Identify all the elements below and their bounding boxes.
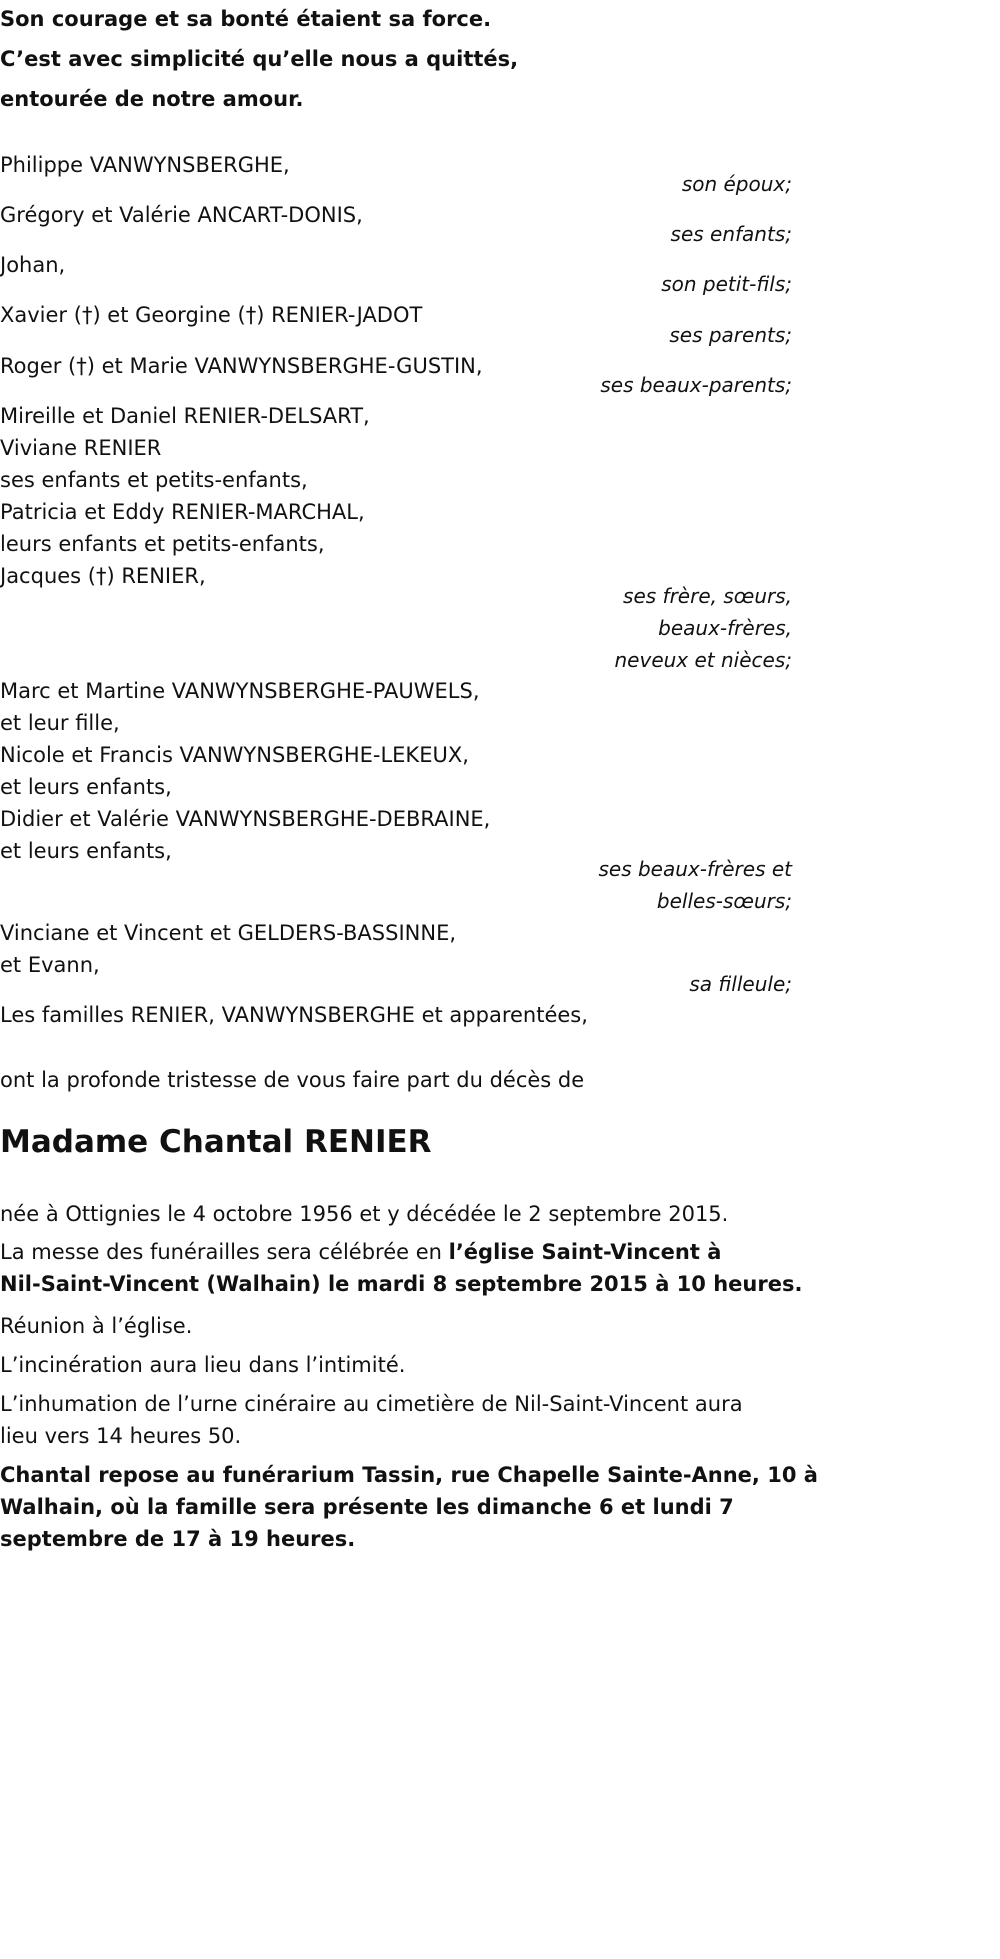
family-relation: belles-sœurs; [656, 889, 792, 913]
intro-line-3: entourée de notre amour. [0, 87, 304, 111]
cremation-info: L’incinération aura lieu dans l’intimité. [0, 1353, 406, 1377]
family-name: Philippe VANWYNSBERGHE, [0, 153, 290, 177]
family-relation: beaux-frères, [658, 616, 792, 640]
visitation-text: Walhain, où la famille sera présente les dimanche 6 et lundi 7 [0, 1495, 734, 1519]
family-relation: ses frère, sœurs, [623, 584, 792, 608]
inhumation-info-line-2: lieu vers 14 heures 50. [0, 1424, 242, 1448]
funeral-mass-line-1 [0, 1240, 721, 1264]
family-name: ses enfants et petits-enfants, [0, 468, 308, 492]
family-name: Nicole et Francis VANWYNSBERGHE-LEKEUX, [0, 743, 469, 767]
deceased-name: Madame Chantal RENIER [0, 1124, 432, 1160]
family-relation: sa filleule; [689, 972, 792, 996]
family-name: Jacques (†) RENIER, [0, 564, 206, 588]
family-relation: ses beaux-frères et [598, 857, 792, 881]
family-name: Viviane RENIER [0, 436, 162, 460]
inhumation-info-line-1: L’inhumation de l’urne cinéraire au cimetière de Nil-Saint-Vincent aura [0, 1392, 743, 1416]
family-name: Roger (†) et Marie VANWYNSBERGHE-GUSTIN, [0, 354, 483, 378]
family-name: Les familles RENIER, VANWYNSBERGHE et apparentées, [0, 1003, 588, 1027]
family-name: Johan, [0, 253, 66, 277]
family-name: et leurs enfants, [0, 839, 172, 863]
visitation-info-line-2 [0, 1495, 734, 1519]
family-name: Xavier (†) et Georgine (†) RENIER-JADOT [0, 303, 423, 327]
family-relation: ses parents; [669, 323, 792, 347]
visitation-text: septembre de 17 à 19 heures. [0, 1527, 356, 1551]
family-relation: ses beaux-parents; [600, 373, 792, 397]
visitation-text: Chantal repose au funérarium Tassin, rue Chapelle Sainte-Anne, 10 à [0, 1463, 818, 1487]
mass-text: La messe des funérailles sera célébrée en [0, 1240, 449, 1264]
intro-line-2: C’est avec simplicité qu’elle nous a quittés, [0, 47, 519, 71]
birth-death-info: née à Ottignies le 4 octobre 1956 et y décédée le 2 septembre 2015. [0, 1202, 729, 1226]
family-name: Mireille et Daniel RENIER-DELSART, [0, 404, 370, 428]
visitation-info-line-3 [0, 1527, 355, 1551]
family-name: leurs enfants et petits-enfants, [0, 532, 325, 556]
family-name: Patricia et Eddy RENIER-MARCHAL, [0, 500, 365, 524]
family-name: et leurs enfants, [0, 775, 172, 799]
visitation-info-line-1 [0, 1463, 818, 1487]
mass-date: Nil-Saint-Vincent (Walhain) le mardi 8 septembre 2015 à 10 heures. [0, 1272, 803, 1296]
reunion-info: Réunion à l’église. [0, 1314, 193, 1338]
family-relation: neveux et nièces; [614, 648, 792, 672]
family-relation: ses enfants; [670, 222, 792, 246]
family-relation: son petit-fils; [661, 272, 792, 296]
family-name: Didier et Valérie VANWYNSBERGHE-DEBRAINE, [0, 807, 491, 831]
funeral-mass-line-2 [0, 1272, 802, 1296]
family-relation: son époux; [681, 172, 792, 196]
family-name: Vinciane et Vincent et GELDERS-BASSINNE, [0, 921, 457, 945]
family-name: Grégory et Valérie ANCART-DONIS, [0, 203, 363, 227]
announcement-text: ont la profonde tristesse de vous faire part du décès de [0, 1068, 585, 1092]
intro-line-1: Son courage et sa bonté étaient sa force. [0, 7, 492, 31]
mass-location: l’église Saint-Vincent à [448, 1240, 722, 1264]
family-name: Marc et Martine VANWYNSBERGHE-PAUWELS, [0, 679, 480, 703]
family-name: et Evann, [0, 953, 100, 977]
family-name: et leur fille, [0, 711, 120, 735]
